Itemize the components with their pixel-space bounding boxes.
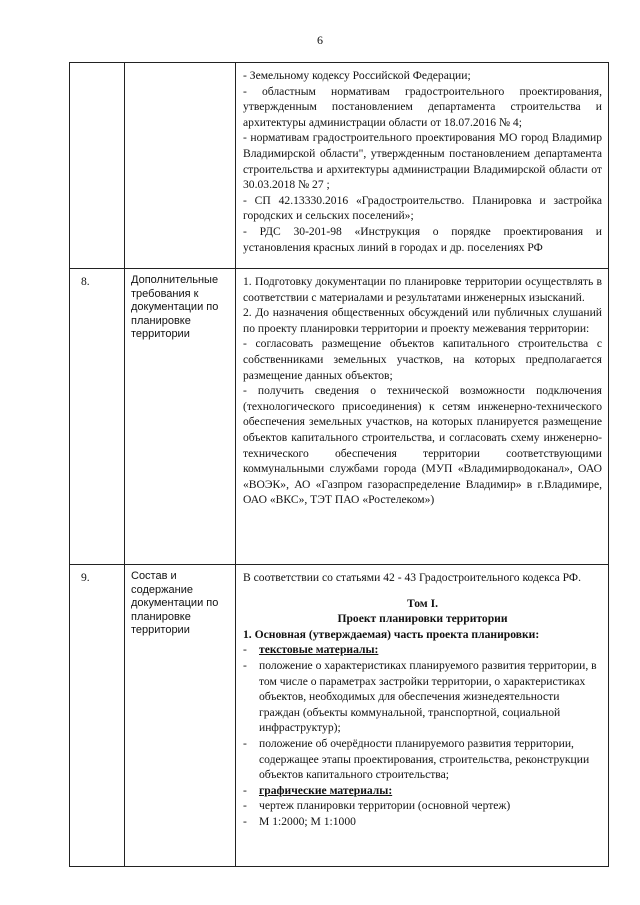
row-content — [236, 565, 609, 867]
section-heading: 1. Основная (утверждаемая) часть проекта планировки: — [243, 627, 540, 641]
paragraph: - Земельному кодексу Российской Федерации; — [243, 69, 471, 82]
text-materials-label: текстовые материалы: — [259, 643, 379, 657]
row-number: 8. — [70, 269, 125, 565]
volume-title: Том I. — [407, 596, 438, 610]
paragraph: 2. До назначения общественных обсуждений или публичных слушаний по проекту планировки территории и проекту межевания территории: — [243, 306, 602, 335]
table-row — [70, 269, 609, 565]
requirements-table — [69, 62, 609, 867]
table-row — [70, 63, 609, 269]
row-number: 9. — [70, 565, 125, 867]
intro-text: В соответствии со статьями 42 - 43 Градостроительного кодекса РФ. — [243, 571, 581, 584]
paragraph: - согласовать размещение объектов капитального строительства с собственниками земельных участков, на которых предполагается размещение данных объектов; — [243, 337, 602, 382]
list-item: - текстовые материалы: — [243, 642, 602, 658]
paragraph: - областным нормативам градостроительного проектирования, утвержденным постановлением департамента строительства и архитектуры администрации области от 18.07.2016 № 4; — [243, 84, 602, 129]
list-item: - положение об очерёдности планируемого развития территории, содержащее этапы проектирования, строительства, реконструкции объектов капитального строительства; — [243, 736, 590, 782]
page-number: 6 — [317, 33, 323, 47]
list-item: - М 1:2000; М 1:1000 — [243, 814, 356, 828]
list-item: - чертеж планировки территории (основной чертеж) — [243, 799, 511, 813]
volume-subtitle: Проект планировки территории — [337, 612, 508, 626]
graphic-materials-label: графические материалы: — [259, 783, 393, 797]
row-criterion — [125, 63, 236, 269]
paragraph: 1. Подготовку документации по планировке территории осуществлять в соответствии с материалами и результатами инженерных изысканий. — [243, 275, 602, 304]
paragraph: - нормативам градостроительного проектирования МО город Владимир Владимирской области", утвержденным постановлением департамента строительства и архитектуры администрации Владимирской области от 30.03.2018 № 27 ; — [243, 131, 602, 192]
row-criterion: Состав и содержание документации по планировке территории — [125, 565, 236, 867]
list-item: - положение о характеристиках планируемого развития территории, в том числе о параметрах застройки территории, о характеристиках объектов, необходимых для обеспечения жизнедеятельности граждан (объекты коммунальной, транспортной, социальной инфраструктур); — [243, 658, 597, 735]
row-number — [70, 63, 125, 269]
row-content — [236, 269, 609, 565]
list-item: - графические материалы: — [243, 783, 602, 799]
row-content — [236, 63, 609, 269]
paragraph: - РДС 30-201-98 «Инструкция о порядке проектирования и установления красных линий в городах и др. поселениях РФ — [243, 224, 602, 254]
paragraph: - получить сведения о технической возможности подключения (технологического присоединения) к сетям инженерно-технического обеспечения земельных участков, на которых планируется размещение объектов капитального строительства, и согласовать схему инженерно-технического обеспечения территории соответствующими коммунальными службами города (МУП «Владимирводоканал», ОАО «ВОЭК», АО «Газпром газораспределение Владимир» в г.Владимире, ОАО «ВКС», ТЭТ ПАО «Ростелеком») — [243, 384, 602, 507]
row-criterion: Дополнительные требования к документации по планировке территории — [125, 269, 236, 565]
paragraph: - СП 42.13330.2016 «Градостроительство. Планировка и застройка городских и сельских поселений»; — [243, 193, 602, 223]
table-row — [70, 565, 609, 867]
